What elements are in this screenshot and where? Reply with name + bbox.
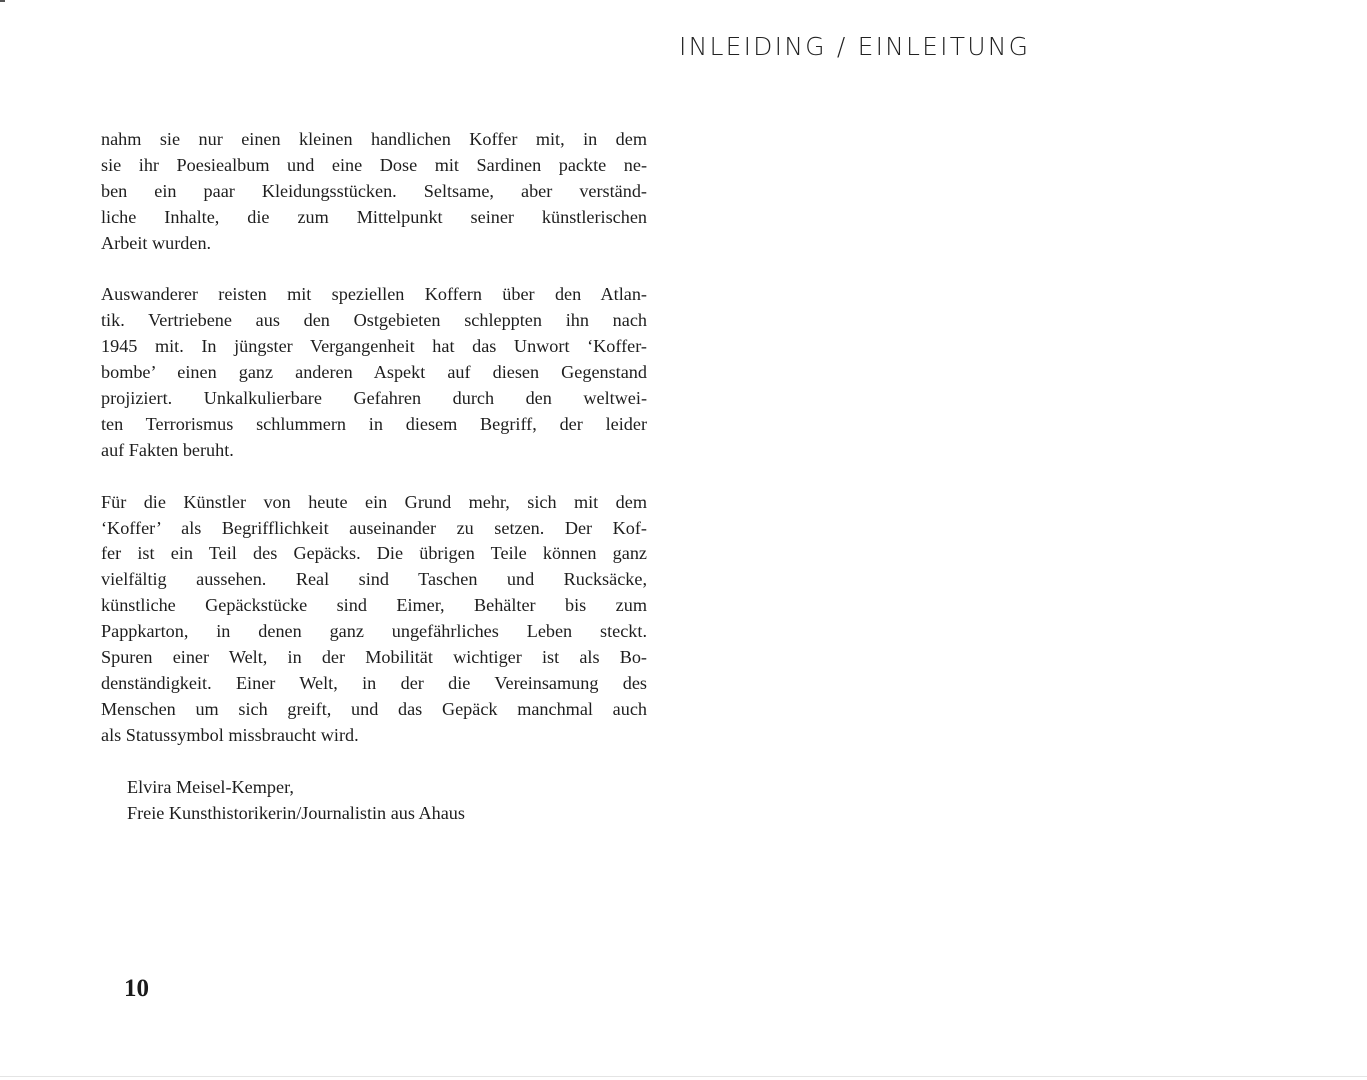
text-line: Pappkarton, in denen ganz ungefährliches Leben steckt. xyxy=(101,621,647,642)
section-header: INLEIDING / EINLEITUNG xyxy=(679,32,1031,61)
text-line: bombe’ einen ganz anderen Aspekt auf diesen Gegenstand xyxy=(101,362,647,383)
text-line: tik. Vertriebene aus den Ostgebieten schleppten ihn nach xyxy=(101,310,647,331)
text-line: sie ihr Poesiealbum und eine Dose mit Sardinen packte ne- xyxy=(101,154,647,175)
paragraph-2 xyxy=(101,282,647,463)
scan-corner-mark xyxy=(0,0,5,2)
text-line: Menschen um sich greift, und das Gepäck manchmal auch xyxy=(101,698,647,719)
text-line: künstliche Gepäckstücke sind Eimer, Behälter bis zum xyxy=(101,595,647,616)
text-line: vielfältig aussehen. Real sind Taschen und Rucksäcke, xyxy=(101,569,647,590)
text-line: Für die Künstler von heute ein Grund mehr, sich mit dem xyxy=(101,491,647,512)
paragraph-3 xyxy=(101,490,647,749)
text-line: 1945 mit. In jüngster Vergangenheit hat das Unwort ‘Koffer- xyxy=(101,336,647,357)
text-line: als Statussymbol missbraucht wird. xyxy=(101,724,359,745)
text-line: auf Fakten beruht. xyxy=(101,439,234,460)
page-bottom-edge xyxy=(0,1076,1367,1077)
text-line: ben ein paar Kleidungsstücken. Seltsame, aber verständ- xyxy=(101,180,647,201)
text-line: projiziert. Unkalkulierbare Gefahren durch den weltwei- xyxy=(101,388,647,409)
text-line: ten Terrorismus schlummern in diesem Begriff, der leider xyxy=(101,413,647,434)
author-name: Elvira Meisel-Kemper, xyxy=(127,777,294,797)
page-number: 10 xyxy=(124,975,149,1002)
text-line: denständigkeit. Einer Welt, in der die Vereinsamung des xyxy=(101,673,647,693)
author-signature xyxy=(127,774,465,826)
text-line: Auswanderer reisten mit speziellen Koffern über den Atlan- xyxy=(101,284,647,305)
body-text xyxy=(101,127,647,775)
author-role: Freie Kunsthistorikerin/Journalistin aus Ahaus xyxy=(127,803,465,823)
text-line: ‘Koffer’ als Begrifflichkeit auseinander zu setzen. Der Kof- xyxy=(101,517,647,538)
text-line: Spuren einer Welt, in der Mobilität wichtiger ist als Bo- xyxy=(101,647,647,668)
text-line: Arbeit wurden. xyxy=(101,232,212,253)
text-line: nahm sie nur einen kleinen handlichen Koffer mit, in dem xyxy=(101,129,647,149)
text-line: fer ist ein Teil des Gepäcks. Die übrigen Teile können ganz xyxy=(101,543,647,564)
text-line: liche Inhalte, die zum Mittelpunkt seiner künstlerischen xyxy=(101,206,647,227)
paragraph-1 xyxy=(101,127,647,257)
